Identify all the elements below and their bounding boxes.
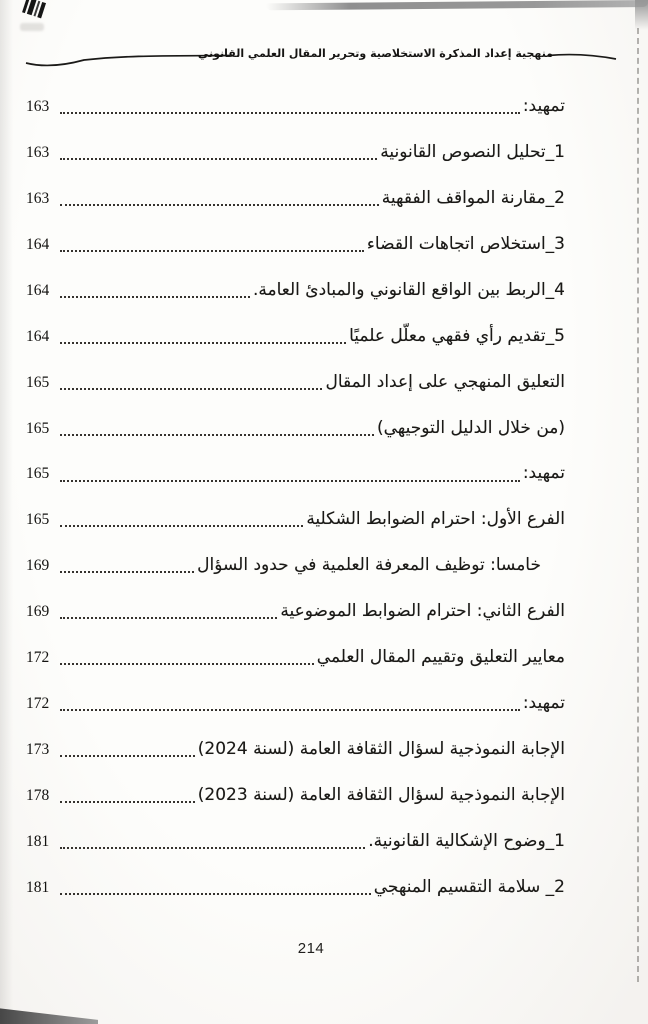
toc-dotted-leader xyxy=(60,451,520,482)
left-gutter-shadow xyxy=(0,0,13,1024)
toc-entry-title: تمهيد: xyxy=(522,95,565,116)
toc-page-number: 173 xyxy=(26,741,50,759)
toc-page-number: 172 xyxy=(26,649,50,667)
toc-row xyxy=(26,496,565,542)
toc-entry-title: الإجابة النموذجية لسؤال الثقافة العامة (لسنة 2023) xyxy=(197,785,565,806)
toc-page-number: 164 xyxy=(26,281,50,299)
toc-page-number: 178 xyxy=(26,787,50,805)
toc-dotted-leader xyxy=(60,175,379,206)
toc-row xyxy=(26,864,565,910)
toc-dotted-leader xyxy=(60,313,346,344)
toc-entry-title: 4_الربط بين الواقع القانوني والمبادئ العامة. xyxy=(252,279,565,300)
toc-dotted-leader xyxy=(60,267,250,298)
page-header xyxy=(0,44,648,72)
header-rule-right xyxy=(548,55,616,59)
toc-entry-title: 2_مقارنة المواقف الفقهية xyxy=(381,187,565,208)
toc-dotted-leader xyxy=(60,405,374,436)
toc-page-number: 165 xyxy=(26,465,50,483)
toc-page-number: 165 xyxy=(26,373,50,391)
toc-entry-title: الفرع الثاني: احترام الضوابط الموضوعية xyxy=(280,601,565,622)
toc-page-number: 163 xyxy=(26,143,50,161)
toc-entry-title: معايير التعليق وتقييم المقال العلمي xyxy=(316,647,565,668)
toc-row xyxy=(26,451,565,497)
toc-entry-title: تمهيد: xyxy=(522,693,565,714)
toc-row xyxy=(26,634,565,680)
toc-page-number: 165 xyxy=(26,419,50,437)
toc-entry-title: 1_تحليل النصوص القانونية xyxy=(380,141,565,162)
toc-entry-title: تمهيد: xyxy=(522,463,565,484)
toc-dotted-leader xyxy=(60,726,195,757)
toc-row xyxy=(26,726,565,772)
top-right-corner-shadow xyxy=(635,0,648,30)
page-edge-line xyxy=(637,28,639,982)
toc-row xyxy=(26,313,565,359)
ink-mark-icon xyxy=(22,0,46,19)
toc-page-number: 181 xyxy=(26,878,50,896)
toc-entry-title: الفرع الأول: احترام الضوابط الشكلية xyxy=(306,509,565,530)
toc-entry-title: التعليق المنهجي على إعداد المقال xyxy=(325,371,565,392)
toc-entry-title: الإجابة النموذجية لسؤال الثقافة العامة (لسنة 2024) xyxy=(197,739,565,760)
toc-dotted-leader xyxy=(60,359,322,390)
toc-dotted-leader xyxy=(60,221,364,252)
toc-dotted-leader xyxy=(60,496,303,527)
toc-row xyxy=(26,359,565,405)
toc-dotted-leader xyxy=(60,634,314,665)
toc-dotted-leader xyxy=(60,83,520,114)
toc-page-number: 181 xyxy=(26,832,50,850)
toc-row xyxy=(26,267,565,313)
toc-entry-title: 2_ سلامة التقسيم المنهجي xyxy=(373,876,565,897)
toc-page-number: 164 xyxy=(26,327,50,345)
toc-entry-title: خامسا: توظيف المعرفة العلمية في حدود السؤال xyxy=(197,555,541,576)
toc-page-number: 172 xyxy=(26,695,50,713)
toc-row xyxy=(26,83,565,129)
toc-page-number: 165 xyxy=(26,511,50,529)
toc-row xyxy=(26,175,565,221)
toc-row xyxy=(26,542,565,588)
toc-entry-title: 3_استخلاص اتجاهات القضاء xyxy=(366,233,565,254)
footer-page-number: 214 xyxy=(297,940,325,957)
toc-row xyxy=(26,588,565,634)
running-header-title: منهجية إعداد المذكرة الاستخلاصية وتحرير المقال العلمي القانوني xyxy=(197,47,553,60)
toc-row xyxy=(26,818,565,864)
scanner-top-edge-band xyxy=(266,0,648,10)
scan-smudge xyxy=(20,23,44,31)
toc-dotted-leader xyxy=(60,542,194,573)
toc-dotted-leader xyxy=(60,818,365,849)
toc-page-number: 163 xyxy=(26,97,50,115)
toc-row xyxy=(26,221,565,267)
toc-row xyxy=(26,129,565,175)
toc-row xyxy=(26,680,565,726)
toc-page-number: 164 xyxy=(26,235,50,253)
toc-page-number: 169 xyxy=(26,603,50,621)
toc-entry-title: (من خلال الدليل التوجيهي) xyxy=(377,417,565,438)
toc-entry-title: 1_وضوح الإشكالية القانونية. xyxy=(368,830,565,851)
toc-list xyxy=(26,83,565,910)
toc-page-number: 169 xyxy=(26,557,50,575)
toc-dotted-leader xyxy=(60,588,277,619)
toc-dotted-leader xyxy=(60,772,195,803)
page-footer xyxy=(0,938,648,957)
toc-page-number: 163 xyxy=(26,189,50,207)
toc-dotted-leader xyxy=(60,680,520,711)
bottom-left-corner-shadow xyxy=(0,1007,98,1024)
toc-entry-title: 5_تقديم رأي فقهي معلّل علميًا xyxy=(349,325,565,346)
toc-row xyxy=(26,772,565,818)
toc-dotted-leader xyxy=(60,864,371,895)
toc-dotted-leader xyxy=(60,129,377,160)
toc-row xyxy=(26,405,565,451)
